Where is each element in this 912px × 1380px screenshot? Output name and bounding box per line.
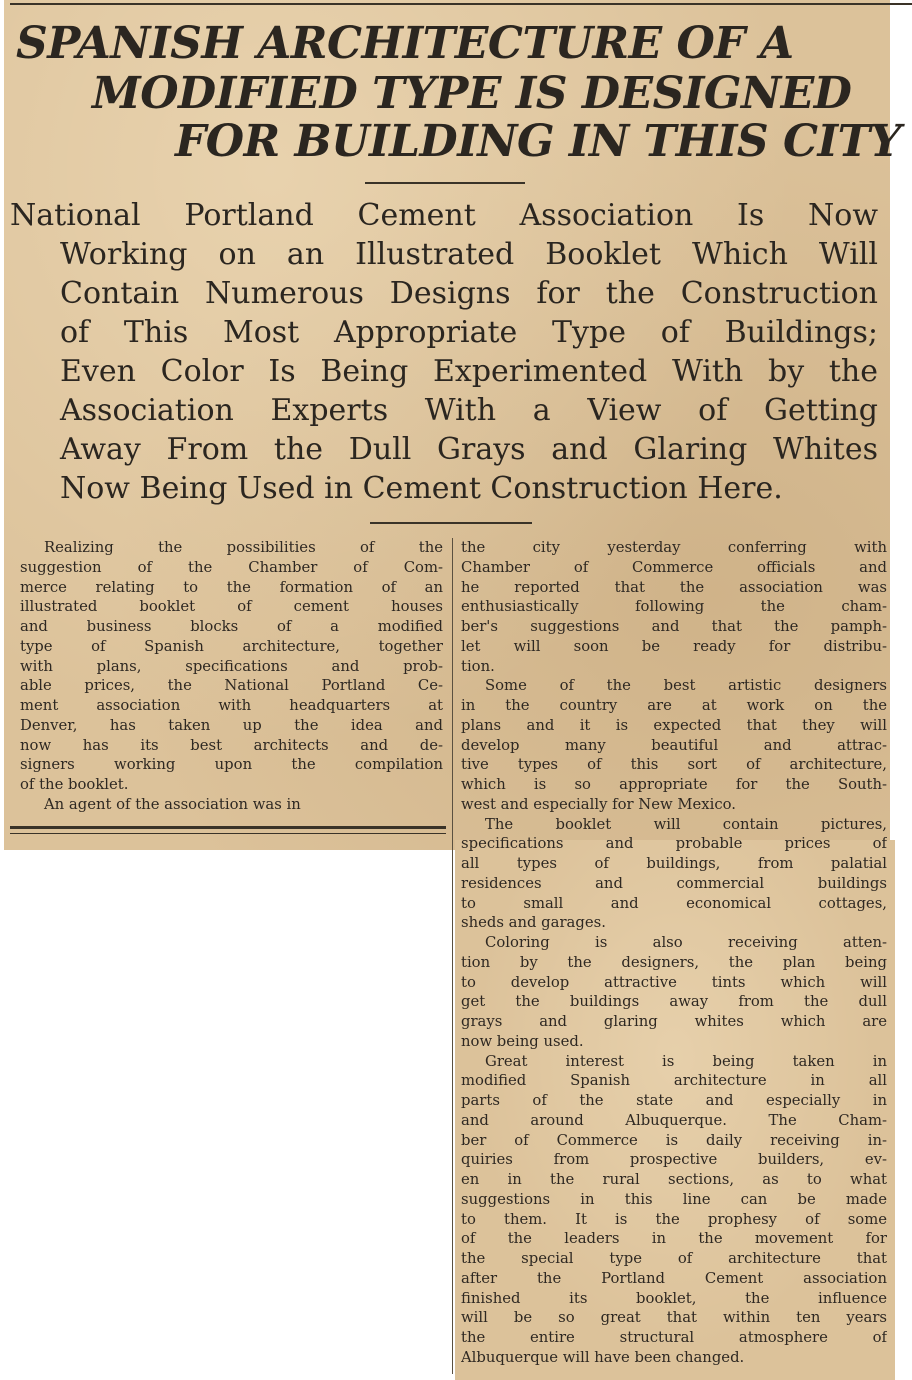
article-line: merce relating to the formation of an	[20, 578, 443, 596]
end-rule-thin	[10, 833, 446, 834]
article-line: tion by the designers, the plan being	[461, 953, 887, 971]
article-line: Coloring is also receiving atten-	[485, 934, 887, 951]
article-line: let will soon be ready for distribu-	[461, 637, 887, 655]
article-line: signers working upon the compilation	[20, 756, 443, 774]
article-line: modified Spanish architecture in all	[461, 1072, 887, 1090]
article-line: to small and economical cottages,	[461, 894, 887, 912]
article-line: plans and it is expected that they will	[461, 716, 887, 734]
article-line: now has its best architects and de-	[20, 736, 443, 754]
article-line: The booklet will contain pictures,	[485, 815, 887, 833]
article-line: Denver, has taken up the idea and	[20, 716, 443, 734]
article-line: finished its booklet, the influence	[461, 1289, 887, 1307]
deck-line: Contain Numerous Designs for the Construction	[60, 276, 878, 311]
article-line: Great interest is being taken in	[485, 1052, 887, 1070]
article-line: residences and commercial buildings	[461, 874, 887, 892]
deck-line: of This Most Appropriate Type of Buildings;	[60, 315, 878, 350]
article-line: enthusiastically following the cham-	[461, 598, 887, 616]
headline-line-1: SPANISH ARCHITECTURE OF A	[16, 18, 794, 69]
article-line: Chamber of Commerce officials and	[461, 558, 887, 576]
article-line: specifications and probable prices of	[461, 835, 887, 853]
headline-line-3: FOR BUILDING IN THIS CITY	[175, 116, 901, 167]
article-line: he reported that the association was	[461, 578, 887, 596]
top-rule	[10, 3, 912, 5]
article-line: in the country are at work on the	[461, 697, 887, 714]
deck-line: Working on an Illustrated Booklet Which Will	[60, 237, 878, 272]
article-line: quiries from prospective builders, ev-	[461, 1151, 887, 1169]
deck-line: Even Color Is Being Experimented With by the	[60, 354, 878, 389]
subheadline-deck	[10, 196, 878, 508]
article-column-2	[461, 538, 887, 1368]
article-line: get the buildings away from the dull	[461, 993, 887, 1011]
article-line: tive types of this sort of architecture,	[461, 756, 887, 774]
article-line: which is so appropriate for the South-	[461, 776, 887, 793]
end-rule-thick	[10, 826, 446, 829]
article-line: suggestion of the Chamber of Com-	[20, 558, 443, 576]
article-line: ber's suggestions and that the pamph-	[461, 618, 887, 635]
headline-divider	[365, 182, 525, 184]
deck-line: Now Being Used in Cement Construction Here.	[60, 471, 783, 506]
article-line: illustrated booklet of cement houses	[20, 598, 443, 616]
article-line: the entire structural atmosphere of	[461, 1329, 887, 1346]
article-line: and around Albuquerque. The Cham-	[461, 1111, 887, 1129]
article-line: ber of Commerce is daily receiving in-	[461, 1131, 887, 1149]
deck-line: National Portland Cement Association Is Now	[10, 198, 878, 233]
article-line: after the Portland Cement association	[461, 1269, 887, 1287]
article-line: all types of buildings, from palatial	[461, 855, 887, 872]
article-line: ment association with headquarters at	[20, 697, 443, 714]
article-line: of the leaders in the movement for	[461, 1230, 887, 1248]
article-line: now being used.	[461, 1032, 584, 1050]
article-line: with plans, specifications and prob-	[20, 657, 443, 675]
article-line: grays and glaring whites which are	[461, 1013, 887, 1030]
column-rule	[452, 538, 453, 1374]
article-line: able prices, the National Portland Ce-	[20, 677, 443, 695]
article-line: Some of the best artistic designers	[485, 677, 887, 695]
article-line: sheds and garages.	[461, 914, 606, 932]
article-line: parts of the state and especially in	[461, 1092, 887, 1109]
article-column-1	[20, 538, 443, 815]
article-line: en in the rural sections, as to what	[461, 1171, 887, 1188]
deck-divider	[370, 522, 532, 524]
article-line: Realizing the possibilities of the	[44, 539, 443, 556]
article-line: and business blocks of a modified	[20, 618, 443, 635]
article-line: to develop attractive tints which will	[461, 973, 887, 991]
deck-line: Association Experts With a View of Getting	[60, 393, 878, 428]
article-line: of the booklet.	[20, 776, 129, 793]
article-line: the special type of architecture that	[461, 1250, 887, 1267]
article-line: Albuquerque will have been changed.	[461, 1348, 745, 1366]
headline-line-2: MODIFIED TYPE IS DESIGNED	[92, 68, 852, 119]
article-line: the city yesterday conferring with	[461, 539, 887, 556]
article-line: west and especially for New Mexico.	[461, 795, 736, 813]
article-line: will be so great that within ten years	[461, 1309, 887, 1327]
article-line: suggestions in this line can be made	[461, 1190, 887, 1208]
article-line: tion.	[461, 657, 495, 675]
deck-line: Away From the Dull Grays and Glaring Whites	[60, 432, 878, 467]
article-line: to them. It is the prophesy of some	[461, 1210, 887, 1228]
article-line: develop many beautiful and attrac-	[461, 736, 887, 754]
article-line: type of Spanish architecture, together	[20, 637, 443, 655]
article-line: An agent of the association was in	[44, 795, 301, 813]
